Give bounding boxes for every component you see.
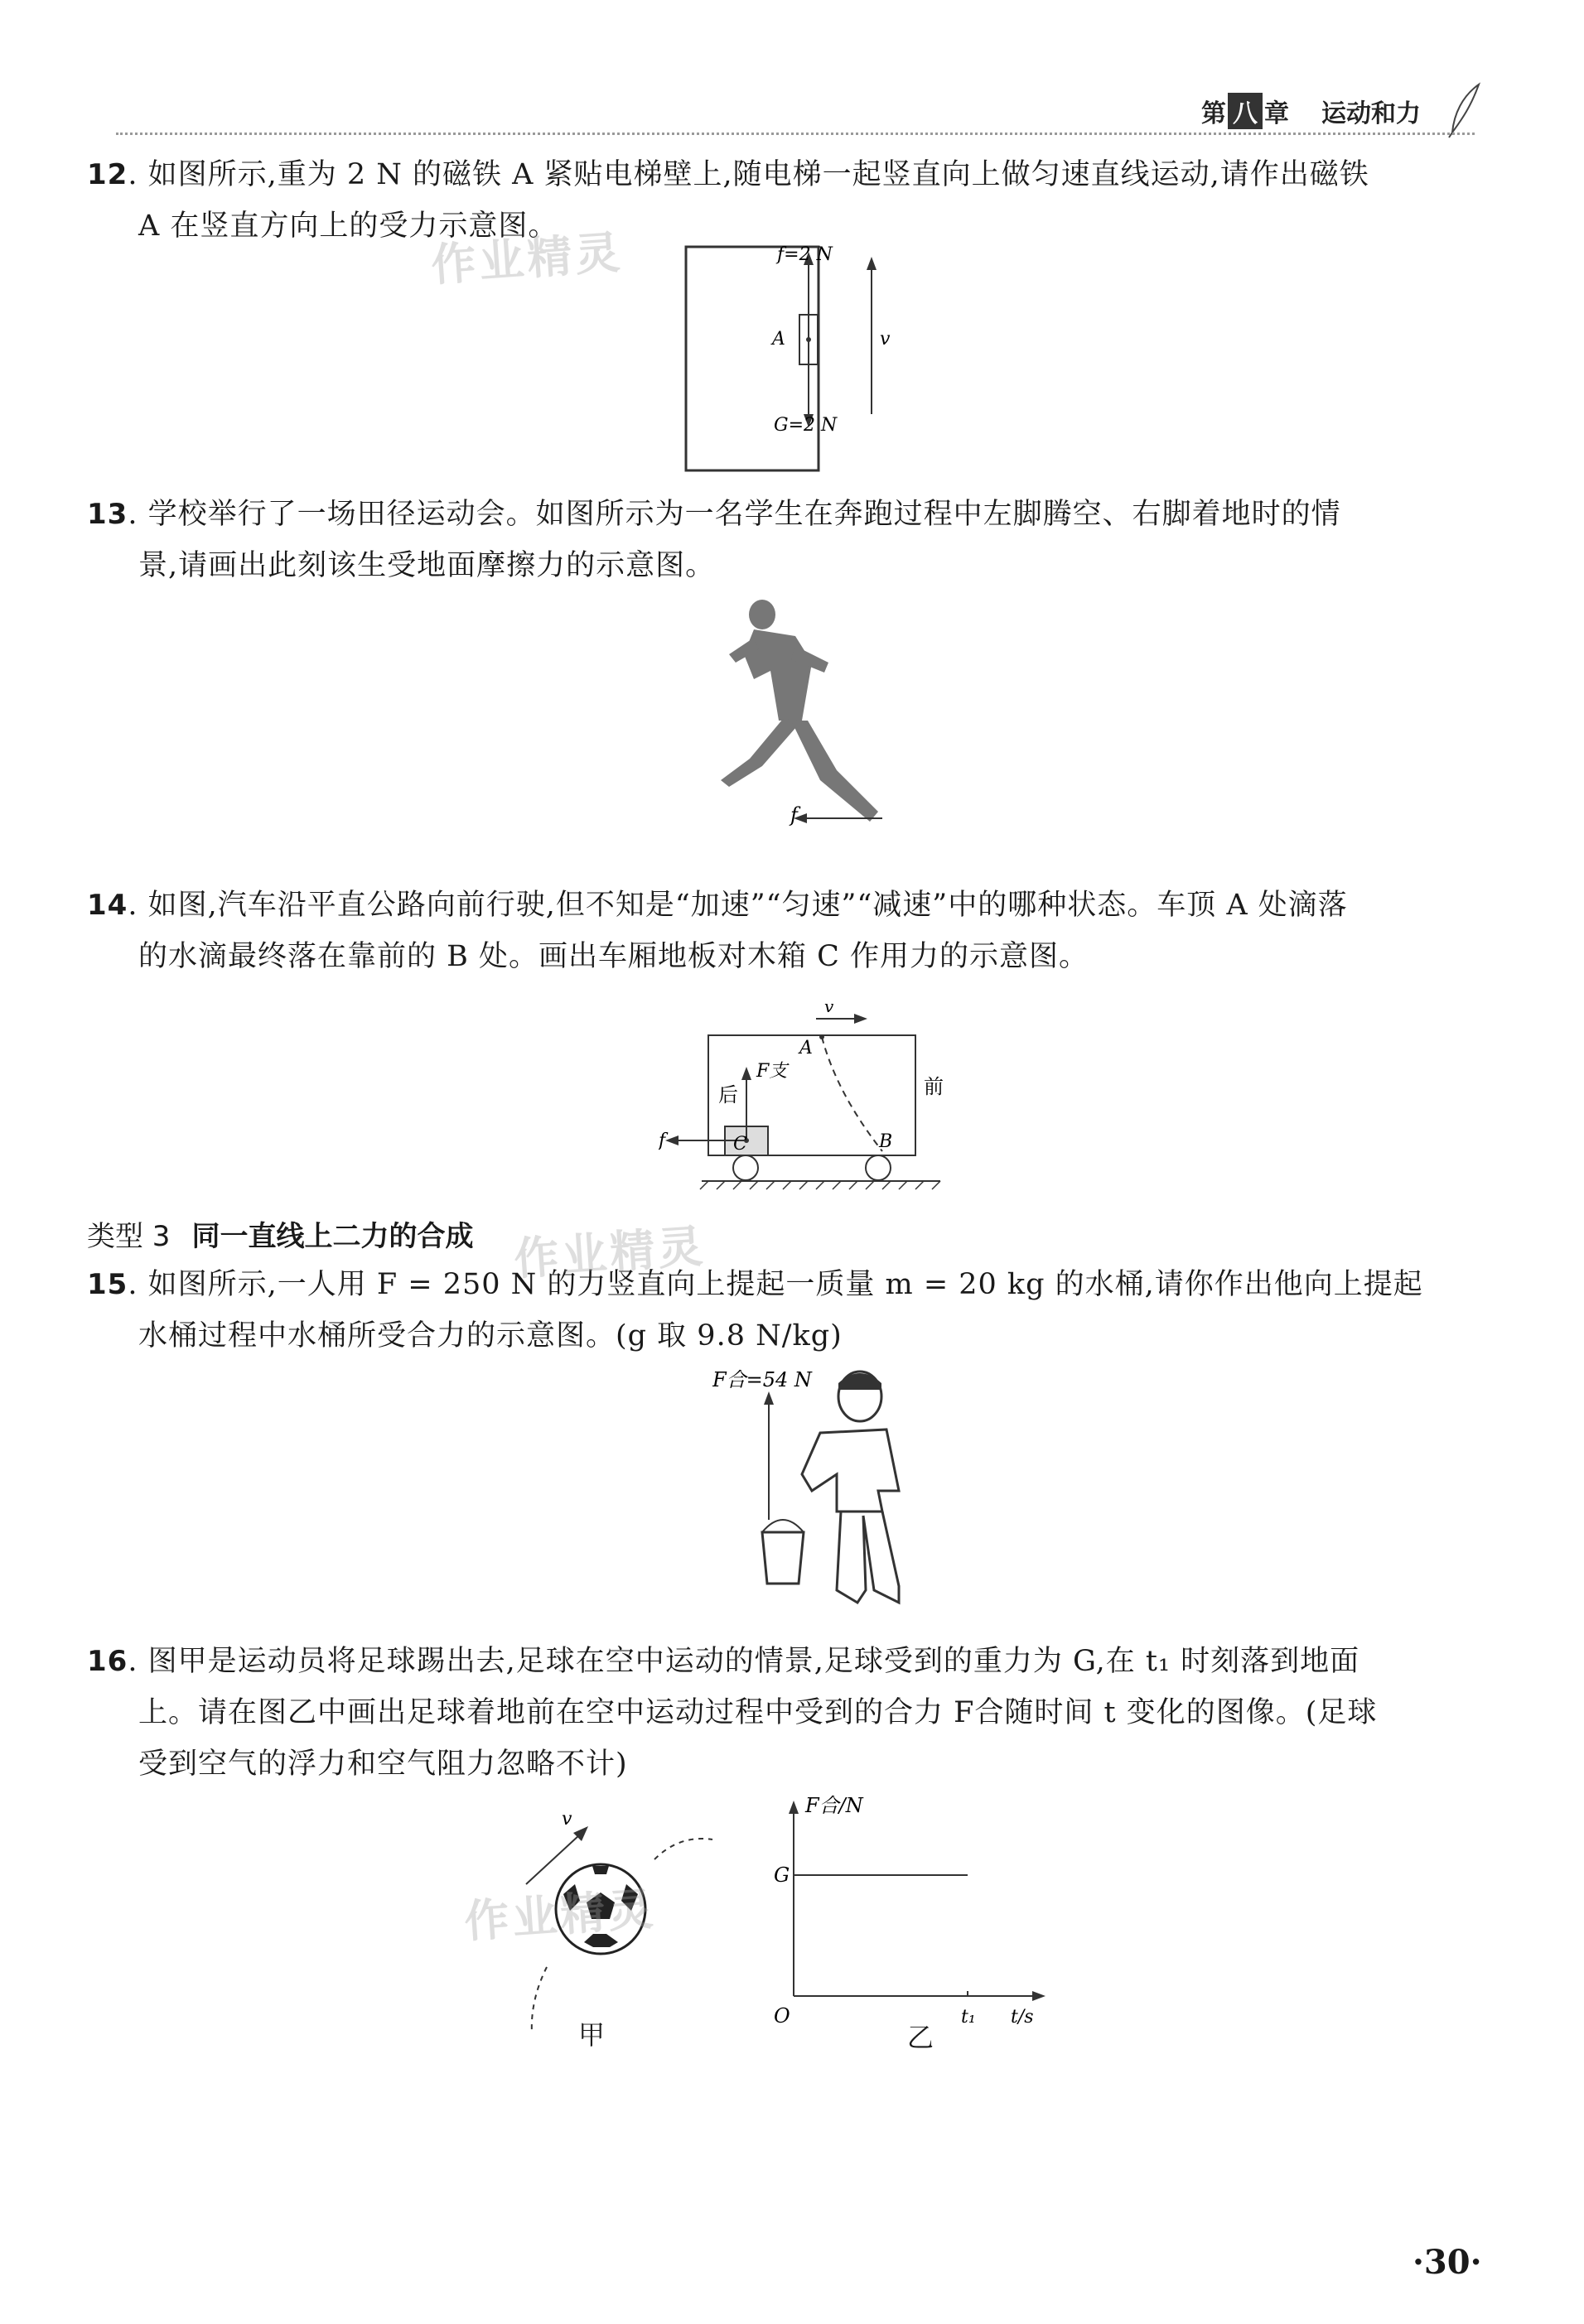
car-wheel-front — [866, 1155, 891, 1180]
arrow-head — [741, 1067, 751, 1080]
bucket — [762, 1532, 804, 1584]
question-number: 13 — [87, 498, 128, 531]
section-label: 类型 3 — [87, 1220, 171, 1253]
chapter-prefix: 第 — [1201, 99, 1226, 128]
question-15 — [87, 1259, 1504, 1362]
question-number: 16 — [87, 1645, 128, 1678]
watermark: 作业精灵 — [462, 1882, 659, 1949]
watermark: 作业精灵 — [429, 225, 625, 292]
question-text: . 如图所示,一人用 F = 250 N 的力竖直向上提起一质量 m = 20 kg 的水桶,请你作出他向上提起 — [128, 1268, 1423, 1301]
arrow-head — [867, 257, 877, 270]
g-tick-label: G — [774, 1864, 790, 1887]
net-force-label: F合=54 N — [712, 1368, 812, 1391]
person-legs — [837, 1512, 899, 1603]
question-16 — [87, 1636, 1504, 1790]
person-hair — [838, 1373, 881, 1390]
header-divider — [116, 133, 1475, 135]
question-text: . 图甲是运动员将足球踢出去,足球在空中运动的情景,足球受到的重力为 G,在 t₁ 时刻落到地面 — [128, 1645, 1360, 1678]
watermark: 作业精灵 — [512, 1219, 708, 1286]
feather-icon — [1446, 81, 1487, 139]
figure-13-runner — [704, 596, 903, 845]
figure-14-car — [659, 994, 957, 1201]
front-label: 前 — [924, 1075, 944, 1098]
y-axis-arrow — [789, 1801, 799, 1814]
question-number: 12 — [87, 158, 128, 191]
velocity-label: v — [562, 1809, 572, 1830]
question-number: 14 — [87, 889, 128, 922]
rear-label: 后 — [718, 1083, 738, 1107]
question-text: 景,请画出此刻该生受地面摩擦力的示意图。 — [138, 549, 716, 582]
point-a-label: A — [799, 1038, 813, 1058]
section-title — [87, 1213, 473, 1254]
x-axis-arrow — [1032, 1991, 1046, 2001]
question-text: 上。请在图乙中画出足球着地前在空中运动过程中受到的合力 F合随时间 t 变化的图像。(足球 — [138, 1696, 1378, 1729]
trajectory-forward — [654, 1839, 712, 1859]
friction-label: f — [659, 1131, 666, 1151]
arrow-head — [764, 1391, 774, 1405]
friction-label: f — [790, 803, 798, 827]
question-13 — [87, 489, 1504, 591]
question-text: 的水滴最终落在靠前的 B 处。画出车厢地板对木箱 C 作用力的示意图。 — [138, 940, 1089, 973]
velocity-label: v — [824, 996, 834, 1016]
arrow-head — [854, 1014, 867, 1024]
question-text: . 如图所示,重为 2 N 的磁铁 A 紧贴电梯壁上,随电梯一起竖直向上做匀速直线运动,请作出磁铁 — [128, 158, 1369, 191]
chapter-suffix: 章 — [1264, 99, 1289, 128]
question-text: A 在竖直方向上的受力示意图。 — [138, 210, 558, 243]
runner-silhouette — [721, 600, 878, 822]
support-force-label: F支 — [756, 1061, 788, 1082]
t1-tick-label: t₁ — [961, 2007, 976, 2027]
question-text: . 学校举行了一场田径运动会。如图所示为一名学生在奔跑过程中左脚腾空、右脚着地时的情 — [128, 498, 1341, 531]
question-text: . 如图,汽车沿平直公路向前行驶,但不知是“加速”“匀速”“减速”中的哪种状态。车顶 A 处滴落 — [128, 889, 1348, 922]
figure-16-graph — [762, 1789, 1052, 2029]
point-b-label: B — [879, 1131, 893, 1152]
box-c-label: C — [733, 1134, 747, 1155]
arrow-head — [665, 1135, 679, 1145]
drop-path — [822, 1037, 882, 1151]
question-14 — [87, 880, 1504, 982]
question-text: 水桶过程中水桶所受合力的示意图。(g 取 9.8 N/kg) — [138, 1319, 843, 1352]
road-hatching — [700, 1181, 940, 1189]
figure-12-elevator — [679, 240, 911, 480]
car-wheel-rear — [733, 1155, 758, 1180]
x-axis-label: t/s — [1011, 2007, 1034, 2027]
caption-right: 乙 — [907, 2022, 934, 2053]
caption-left: 甲 — [578, 2019, 606, 2051]
chapter-title: 运动和力 — [1321, 99, 1421, 128]
page-number: ·30· — [1413, 2243, 1482, 2282]
y-axis-label: F合/N — [805, 1794, 863, 1817]
section-heading: 同一直线上二力的合成 — [191, 1220, 474, 1253]
friction-label: f=2 N — [777, 244, 833, 265]
gravity-label: G=2 N — [774, 415, 838, 436]
question-number: 15 — [87, 1268, 128, 1301]
question-text: 受到空气的浮力和空气阻力忽略不计) — [138, 1748, 628, 1781]
chapter-label — [1201, 93, 1289, 129]
figure-15-person-bucket — [712, 1367, 911, 1615]
chapter-number: 八 — [1228, 93, 1263, 129]
person-body — [802, 1430, 899, 1512]
origin-label: O — [774, 2004, 790, 2027]
velocity-label: v — [880, 329, 891, 350]
magnet-label: A — [772, 329, 785, 350]
question-12 — [87, 149, 1504, 252]
bucket-handle — [762, 1520, 804, 1532]
trajectory-back — [532, 1967, 547, 2033]
